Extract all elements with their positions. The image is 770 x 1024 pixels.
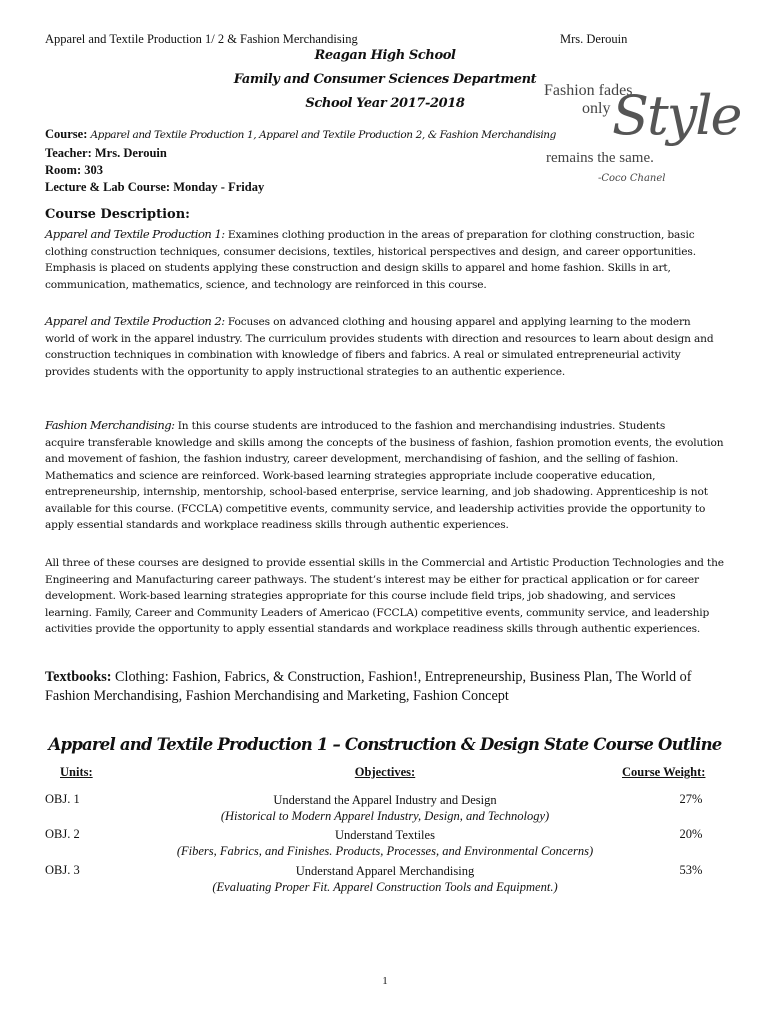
quote-style-word: Style (612, 84, 741, 147)
table-row-objective: Understand the Apparel Industry and Design (Historical to Modern Apparel Industry, Design, and Technology) (220, 793, 550, 823)
room-line: Room: 303 (45, 163, 103, 177)
table-row-weight: 20% (679, 827, 703, 841)
school-year: School Year 2017-2018 (305, 96, 465, 111)
page-number: 1 (382, 975, 388, 987)
table-row-unit: OBJ. 1 (45, 792, 80, 806)
coco-chanel-quote-graphic (540, 78, 741, 196)
paragraph-lead: Apparel and Textile Production 2: (45, 314, 225, 328)
textbooks-label: Textbooks: (45, 669, 112, 685)
table-row-unit: OBJ. 2 (45, 827, 80, 841)
description-paragraph-1: Apparel and Textile Production 1: Examines clothing production in the areas of preparation for clothing construction, basic clothing construction techniques, consumer decisions, textiles, historical perspectives and design, and career opportunities. Emphasis is placed on students applying these construction and design skills to apparel and home fashion. Skills in art, communication, mathematics, science, and technology are reinforced in this course. (45, 227, 696, 291)
teacher-line: Teacher: Mrs. Derouin (45, 146, 167, 160)
description-paragraph-2: Apparel and Textile Production 2: Focuses on advanced clothing and housing apparel and applying learning to the modern world of work in the apparel industry. The curriculum provides students with direction and resources to learn about design and construction techniques in combination with knowledge of fibers and fabrics. A real or simulated entrepreneurial activity provides students with the opportunity to apply instructional strategies to an authentic experience. (45, 314, 714, 378)
school-name: Reagan High School (314, 48, 456, 63)
description-paragraph-3: Fashion Merchandising: In this course students are introduced to the fashion and merchandising industries. Students acquire transferable knowledge and skills among the concepts of the business of fashion, fashion promotion events, the evolution and movement of fashion, the fashion industry, career development, merchandising of fashion, and the selling of fashion. Mathematics and science are reinforced. Work-based learning strategies appropriate include cooperative education, entrepreneurship, internship, mentorship, school-based enterprise, service learning, and job shadowing. Apprenticeship is not available for this course. (FCCLA) competitive events, community service, and leadership activities provide the opportunity to apply essential standards and workplace readiness skills through authentic experiences. (45, 418, 724, 531)
table-row-objective: Understand Apparel Merchandising (Evaluating Proper Fit. Apparel Construction Tools and Equipment.) (212, 864, 558, 894)
course-description-heading: Course Description: (45, 207, 190, 222)
description-paragraph-4: All three of these courses are designed to provide essential skills in the Commercial and Artistic Production Technologies and the Engineering and Manufacturing career pathways. The student’s interest may be either for practical application or for career development. Work-based learning strategies appropriate for this course include field trips, job shadowing, and services learning. Family, Career and Community Leaders of Americao (FCCLA) competitive events, community service, and leadership activities provide the opportunity to apply essential standards and workplace readiness skills through authentic experiences. (45, 557, 724, 635)
quote-line-2: only (582, 100, 611, 117)
header-right: Mrs. Derouin (560, 32, 628, 46)
paragraph-lead: Fashion Merchandising: (45, 418, 175, 432)
quote-line-3: remains the same. (546, 150, 654, 166)
column-header-objectives: Objectives: (354, 765, 416, 779)
quote-author: -Coco Chanel (598, 173, 666, 184)
outline-title: Apparel and Textile Production 1 – Construction & Design State Course Outline (48, 735, 722, 754)
textbooks-section (45, 668, 735, 706)
quote-line-1: Fashion fades (544, 82, 633, 99)
textbooks-list: Clothing: Fashion, Fabrics, & Construction, Fashion!, Entrepreneurship, Business Plan, The World of Fashion Merchandising, Fashion Merchandising and Marketing, Fashion Concept (45, 669, 692, 704)
department-name: Family and Consumer Sciences Department (233, 72, 537, 87)
table-row-unit: OBJ. 3 (45, 863, 80, 877)
table-row-objective: Understand Textiles (Fibers, Fabrics, and Finishes. Products, Processes, and Environmental Concerns) (176, 828, 594, 858)
paragraph-lead: Apparel and Textile Production 1: (45, 227, 225, 241)
header-left: Apparel and Textile Production 1/ 2 & Fashion Merchandising (45, 32, 358, 46)
course-line (45, 126, 556, 143)
course-value: Apparel and Textile Production 1, Apparel and Textile Production 2, & Fashion Merchandising (90, 129, 556, 141)
lecture-line: Lecture & Lab Course: Monday - Friday (45, 180, 265, 194)
table-row-weight: 53% (679, 863, 703, 877)
column-header-weight: Course Weight: (622, 765, 706, 779)
course-label: Course: (45, 127, 88, 141)
column-header-units: Units: (60, 765, 93, 779)
table-row-weight: 27% (679, 792, 703, 806)
